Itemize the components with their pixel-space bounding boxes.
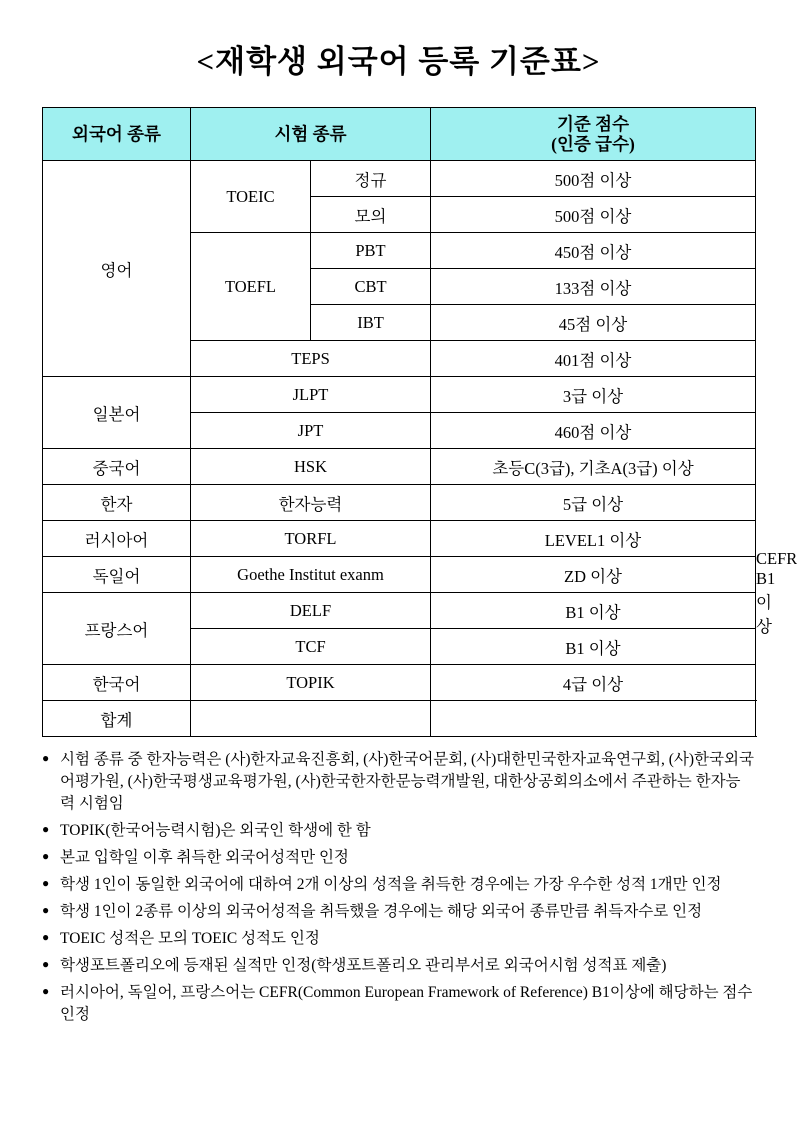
cell-language: 중국어 <box>43 449 191 485</box>
table-row <box>43 557 756 593</box>
cell-test: TOPIK <box>191 665 431 701</box>
cell-language: 한자 <box>43 485 191 521</box>
note-text: 학생 1인이 동일한 외국어에 대하여 2개 이상의 성적을 취득한 경우에는 가장 우수한 성적 1개만 인정 <box>60 876 722 893</box>
page-title: <재학생 외국어 등록 기준표> <box>196 44 601 79</box>
cell-subtest: 모의 <box>311 197 431 233</box>
note-item <box>42 874 755 896</box>
cell-score: 3급 이상 <box>431 377 756 413</box>
cell-score: 460점 이상 <box>431 413 756 449</box>
note-item <box>42 928 755 950</box>
table-row <box>43 701 756 737</box>
cell-subtest: PBT <box>311 233 431 269</box>
cell-subtest: CBT <box>311 269 431 305</box>
cell-test: HSK <box>191 449 431 485</box>
bullet-icon: ● <box>42 751 50 765</box>
cell-test <box>191 701 431 737</box>
note-text: 시험 종류 중 한자능력은 (사)한자교육진흥회, (사)한국어문회, (사)대한민국한자교육연구회, (사)한국외국어평가원, (사)한국평생교육평가원, (사)한국한자한문능력개발원, 대한상공회의소에서 주관하는 한자능력 시험임 <box>60 751 754 812</box>
cell-test: TOEIC <box>191 161 311 233</box>
cell-language: 합계 <box>43 701 191 737</box>
cell-test: DELF <box>191 593 431 629</box>
bullet-icon: ● <box>42 903 50 917</box>
table-row <box>43 377 756 413</box>
cell-language: 한국어 <box>43 665 191 701</box>
cell-test: JLPT <box>191 377 431 413</box>
cell-score: 133점 이상 <box>431 269 756 305</box>
cell-score <box>431 701 756 737</box>
bullet-icon: ● <box>42 822 50 836</box>
note-text: TOEIC 성적은 모의 TOEIC 성적도 인정 <box>60 930 320 947</box>
note-item <box>42 749 755 815</box>
cell-test: 한자능력 <box>191 485 431 521</box>
note-text: 학생 1인이 2종류 이상의 외국어성적을 취득했을 경우에는 해당 외국어 종류만큼 취득자수로 인정 <box>60 903 703 920</box>
cell-score: B1 이상 <box>431 593 756 629</box>
note-text: 러시아어, 독일어, 프랑스어는 CEFR(Common European Framework of Reference) B1이상에 해당하는 점수 인정 <box>60 984 753 1023</box>
cell-score: 450점 이상 <box>431 233 756 269</box>
note-item <box>42 982 755 1026</box>
note-item <box>42 955 755 977</box>
table-header <box>43 108 756 161</box>
cell-subtest: 정규 <box>311 161 431 197</box>
note-item <box>42 820 755 842</box>
cell-language: 프랑스어 <box>43 593 191 665</box>
cell-score: ZD 이상 <box>431 557 756 593</box>
cell-score: 4급 이상 <box>431 665 756 701</box>
bullet-icon: ● <box>42 930 50 944</box>
table-row <box>43 593 756 629</box>
bullet-icon: ● <box>42 876 50 890</box>
table-row: 러시아어 TORFL LEVEL1 이상 CEFR B1이상 <box>43 521 756 557</box>
cell-score: 500점 이상 <box>431 161 756 197</box>
bullet-icon: ● <box>42 984 50 998</box>
bullet-icon: ● <box>42 957 50 971</box>
header-score-line1: 기준 점수 <box>557 113 629 134</box>
notes-list <box>42 749 755 1026</box>
cell-score: 500점 이상 <box>431 197 756 233</box>
table-row <box>43 485 756 521</box>
table-body <box>43 161 797 737</box>
cell-language: 러시아어 <box>43 521 191 557</box>
cell-score: LEVEL1 이상 <box>431 521 756 557</box>
cell-score: B1 이상 <box>431 629 756 665</box>
cell-language: 영어 <box>43 161 191 377</box>
cell-score: 초등C(3급), 기초A(3급) 이상 <box>431 449 756 485</box>
note-text: 학생포트폴리오에 등재된 실적만 인정(학생포트폴리오 관리부서로 외국어시험 성적표 제출) <box>60 957 667 974</box>
cell-test: Goethe Institut exanm <box>191 557 431 593</box>
language-standard-table <box>42 107 797 737</box>
cell-test: TEPS <box>191 341 431 377</box>
cell-test: TCF <box>191 629 431 665</box>
header-language: 외국어 종류 <box>43 108 191 161</box>
table-row <box>43 665 756 701</box>
cell-score: 5급 이상 <box>431 485 756 521</box>
header-test: 시험 종류 <box>191 108 431 161</box>
table-header-row <box>43 108 756 161</box>
cell-language: 독일어 <box>43 557 191 593</box>
cell-language: 일본어 <box>43 377 191 449</box>
table-row <box>43 449 756 485</box>
note-text: TOPIK(한국어능력시험)은 외국인 학생에 한 함 <box>60 822 371 839</box>
note-item <box>42 901 755 923</box>
cell-test: TOEFL <box>191 233 311 341</box>
header-score <box>431 108 756 161</box>
cell-test: TORFL <box>191 521 431 557</box>
note-item <box>42 847 755 869</box>
cell-subtest: IBT <box>311 305 431 341</box>
cell-score: 45점 이상 <box>431 305 756 341</box>
cell-test: JPT <box>191 413 431 449</box>
cell-score: 401점 이상 <box>431 341 756 377</box>
table-row <box>43 161 756 197</box>
note-text: 본교 입학일 이후 취득한 외국어성적만 인정 <box>60 849 349 866</box>
bullet-icon: ● <box>42 849 50 863</box>
header-score-line2: (인증 급수) <box>551 134 635 154</box>
